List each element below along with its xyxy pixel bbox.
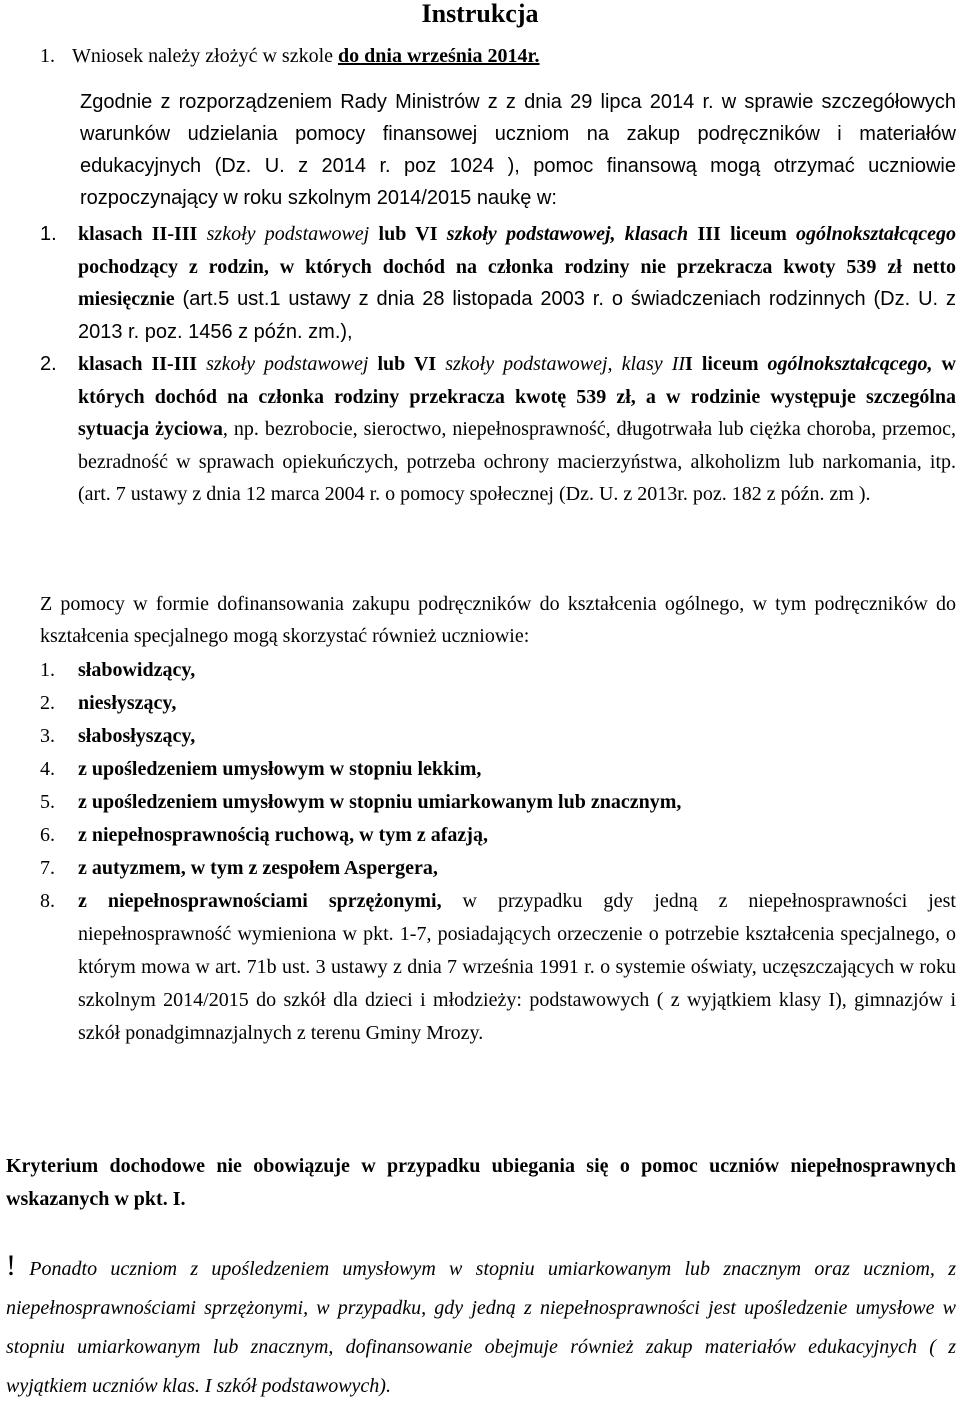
deadline-text: Wniosek należy złożyć w szkole bbox=[72, 45, 339, 67]
disability-item bbox=[40, 753, 956, 786]
item-italic-text: szkoły podstawowej bbox=[206, 353, 369, 375]
deadline-number: 1. bbox=[40, 45, 55, 67]
item-bold-text: klasach II-III bbox=[78, 223, 207, 245]
eligibility-item-2 bbox=[40, 348, 956, 511]
disability-item bbox=[40, 819, 956, 852]
item-bold-text: niesłyszący, bbox=[78, 692, 177, 714]
disability-item bbox=[40, 852, 956, 885]
item-bold-text: z upośledzeniem umysłowym w stopniu umiarkowanym lub znacznym, bbox=[78, 791, 682, 813]
item-number: 4. bbox=[40, 758, 55, 780]
item-legal-reference: (art.5 ust.1 ustawy z dnia 28 listopada 2003 r. o świadczeniach rodzinnych (Dz. U. z 2013 r. poz. 1456 z późn. zm.), bbox=[78, 288, 956, 343]
item-italic-text: ogólnokształcącego, bbox=[767, 353, 933, 375]
disability-item bbox=[40, 720, 956, 753]
item-number: 2. bbox=[40, 692, 55, 714]
item-bold-text: z niepełnosprawnościami sprzężonymi, bbox=[78, 890, 442, 912]
item-bold-text: klasach II-III bbox=[78, 353, 207, 375]
deadline-line bbox=[40, 42, 540, 70]
exclamation-icon: ! bbox=[6, 1249, 16, 1282]
additional-note-text: Ponadto uczniom z upośledzeniem umysłowym w stopniu umiarkowanym lub znacznym oraz uczniom, z niepełnosprawnościami sprzężonymi, w przypadku, gdy jedną z niepełnosprawności jest upośledzenie umysłowe w stopniu umiarkowanym lub znacznym, dofinansowanie obejmuje również zakup materiałów edukacyjnych ( z wyjątkiem uczniów klas. I szkół podstawowych). bbox=[6, 1258, 956, 1397]
item-bold-text: w których dochód na członka rodziny przekracza kwotę 539 zł, a w rodzinie występuje szczególna sytuacja życiowa bbox=[78, 353, 956, 440]
intro-paragraph bbox=[6, 86, 956, 214]
item-number: 7. bbox=[40, 857, 55, 879]
item-bold-text: I liceum bbox=[685, 353, 768, 375]
item-number: 6. bbox=[40, 824, 55, 846]
item-number: 5. bbox=[40, 791, 55, 813]
item-bold-text: słabowidzący, bbox=[78, 659, 196, 681]
income-criterion-note: Kryterium dochodowe nie obowiązuje w przypadku ubiegania się o pomoc uczniów niepełnosprawnych wskazanych w pkt. I. bbox=[6, 1155, 956, 1210]
item-bold-text: słabosłyszący, bbox=[78, 725, 196, 747]
intro-text: Zgodnie z rozporządzeniem Rady Ministrów z z dnia 29 lipca 2014 r. w sprawie szczegółowych warunków udzielania pomocy finansowej uczniom na zakup podręczników i materiałów edukacyjnych (Dz. U. z 2014 r. poz 1024 ), pomoc finansową mogą otrzymać uczniowie rozpoczynający w roku szkolnym 2014/2015 naukę w: bbox=[80, 91, 956, 209]
eligibility-item-1 bbox=[40, 218, 956, 348]
disability-list bbox=[40, 654, 956, 1050]
item-bold-text: z upośledzeniem umysłowym w stopniu lekkim, bbox=[78, 758, 482, 780]
item-number: 1. bbox=[40, 659, 55, 681]
item-italic-text: szkoły podstawowej, klasy II bbox=[445, 353, 686, 375]
disability-item bbox=[40, 885, 956, 1050]
item-bold-text: pochodzący z rodzin, w których dochód na członka rodziny nie przekracza kwoty 539 zł netto miesięcznie bbox=[78, 255, 956, 310]
additional-note bbox=[6, 1246, 956, 1406]
eligibility-list bbox=[40, 218, 956, 511]
item-number: 3. bbox=[40, 725, 55, 747]
disability-item bbox=[40, 786, 956, 819]
item-bold-text: lub VI bbox=[369, 223, 447, 245]
item-bold-text: z autyzmem, w tym z zespołem Aspergera, bbox=[78, 857, 438, 879]
page-title: Instrukcja bbox=[421, 0, 539, 28]
item-italic-text: szkoły podstawowej bbox=[206, 223, 370, 245]
item-bold-text: III liceum bbox=[688, 223, 797, 245]
item-bold-text: z niepełnosprawnością ruchową, w tym z afazją, bbox=[78, 824, 488, 846]
item-italic-text: ogólnokształcącego bbox=[796, 223, 957, 245]
item-number: 8. bbox=[40, 890, 55, 912]
item-description: w przypadku gdy jedną z niepełnosprawności jest niepełnosprawność wymieniona w pkt. 1-7, posiadających orzeczenie o potrzebie kształcenia specjalnego, o którym mowa w art. 71b ust. 3 ustawy z dnia 7 września 1991 r. o systemie oświaty, uczęszczających w roku szkolnym 2014/2015 do szkół dla dzieci i młodzieży: podstawowych ( z wyjątkiem klasy I), gimnazjów i szkół ponadgimnazjalnych z terenu Gminy Mrozy. bbox=[78, 890, 956, 1044]
disability-item bbox=[40, 687, 956, 720]
item-legal-reference: , np. bezrobocie, sieroctwo, niepełnosprawność, długotrwała lub ciężka choroba, przemoc, bezradność w sprawach opiekuńczych, potrzeba ochrony macierzyństwa, alkoholizm lub narkomania, itp. (art. 7 ustawy z dnia 12 marca 2004 r. o pomocy społecznej (Dz. U. z 2013r. poz. 182 z późn. zm ). bbox=[78, 418, 956, 505]
deadline-date: do dnia września 2014r. bbox=[338, 45, 540, 67]
item-number: 2. bbox=[40, 353, 57, 375]
item-bold-text: lub VI bbox=[368, 353, 446, 375]
additional-eligibility-paragraph: Z pomocy w formie dofinansowania zakupu podręczników do kształcenia ogólnego, w tym podręczników do kształcenia specjalnego mogą skorzystać również uczniowie: bbox=[40, 593, 956, 647]
disability-item bbox=[40, 654, 956, 687]
item-number: 1. bbox=[40, 223, 57, 245]
item-italic-text: szkoły podstawowej, klasach bbox=[446, 223, 689, 245]
